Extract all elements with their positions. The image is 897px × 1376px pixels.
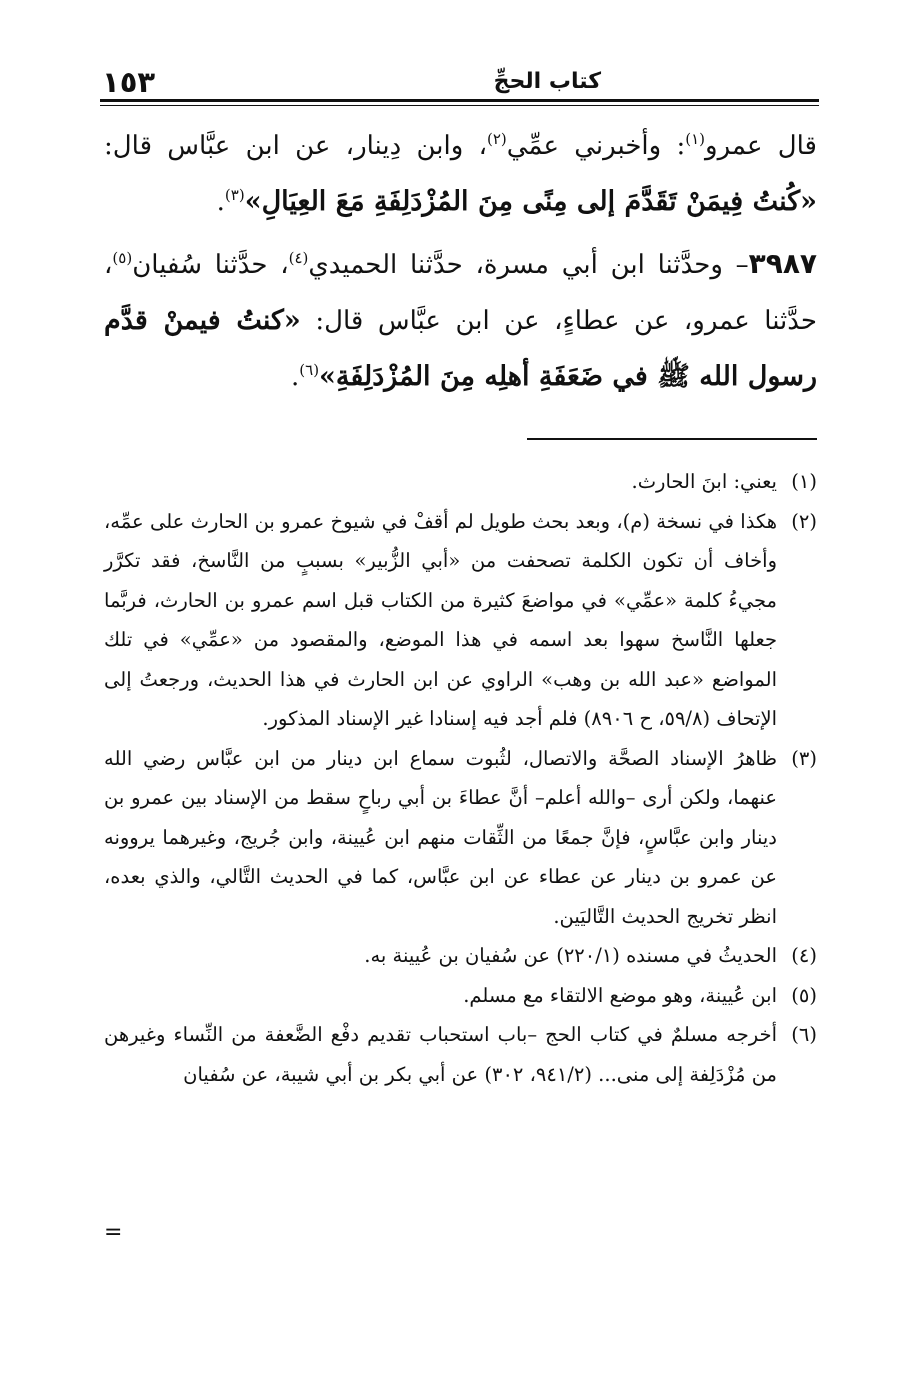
footnote-ref-6: (٦) (299, 361, 320, 379)
footnote-text: ظاهرُ الإسناد الصحَّة والاتصال، لثُبوت سماع ابن دينار من ابن عبَّاس رضي الله عنهما، ولكن أرى –والله أعلم– أنَّ عطاءَ بن أبي رباحٍ سقط من الإسناد بين عمرو بن دينار وابن عبَّاسٍ، فإنَّ جمعًا من الثِّقات منهم ابن عُيينة، وابن جُريج، وغيرهما يروونه عن عمرو بن دينار عن عطاء عن ابن عبَّاس، كما في الحديث التَّالي، والذي بعده، انظر تخريج الحديث التَّاليَين. (104, 746, 777, 928)
footnote-number: (٤) (791, 944, 817, 967)
hadith-number: ٣٩٨٧ (748, 247, 817, 280)
running-title: كتاب الحجِّ (493, 69, 601, 94)
paragraph-1 (104, 118, 817, 230)
footnote-4 (104, 936, 817, 976)
footnote-number: (٥) (791, 983, 817, 1007)
footnote-text: هكذا في نسخة (م)، وبعد بحث طويل لم أقفْ في شيوخ عمرو بن الحارث على عمِّه، وأخاف أن تكون الكلمة تصحفت من «أبي الزُّبير» بسببٍ من النَّاسخ، فقد تكرَّر مجيءُ كلمة «عمِّي» في مواضعَ كثيرة من الكتاب قبل اسم عمرو بن الحارث، فربَّما جعلها النَّاسخ سهوا بعد اسمه في هذا الموضع، والمقصود من «عمِّي» في تلك المواضع «عبد الله بن وهب» الراوي عن ابن الحارث في هذا الحديث، ورجعتُ إلى الإتحاف (٥٩/٨، ح ٨٩٠٦) فلم أجد فيه إسنادا غير الإسناد المذكور. (104, 509, 777, 730)
footnote-ref-3: (٣) (224, 186, 245, 204)
paragraph-2 (104, 236, 817, 405)
footnote-6 (104, 1015, 817, 1094)
text-run: – وحدَّثنا ابن أبي مسرة، حدَّثنا الحميدي (308, 250, 749, 280)
footnote-separator (527, 438, 817, 440)
footnote-ref-4: (٤) (288, 249, 309, 267)
footnotes (104, 462, 817, 1094)
hadith-quote: «كُنتُ فِيمَنْ تَقَدَّمَ إلى مِنًى مِنَ المُزْدَلِفَةِ مَعَ العِيَالِ» (244, 186, 817, 217)
footnote-number: (٦) (791, 1023, 817, 1046)
header-rule-thin (100, 105, 819, 106)
main-text (104, 118, 817, 405)
footnote-2 (104, 502, 817, 739)
footnote-text: ابن عُيينة، وهو موضع الالتقاء مع مسلم. (463, 983, 777, 1007)
page-header (102, 62, 817, 98)
footnote-ref-2: (٢) (486, 130, 507, 148)
text-run: ، حدَّثنا عمرو، عن عطاءٍ، عن ابن عبَّاس قال: (104, 250, 817, 336)
page-number: ١٥٣ (102, 65, 156, 99)
footnote-number: (٣) (791, 746, 817, 770)
text-run: : وأخبرني عمِّي (506, 131, 686, 161)
footnote-5 (104, 976, 817, 1016)
footnote-ref-5: (٥) (112, 249, 133, 267)
footnote-number: (١) (791, 470, 817, 493)
footnote-text: يعني: ابنَ الحارث. (631, 470, 777, 493)
text-run: ، وابن دِينار، عن ابن عبَّاس قال: (104, 131, 487, 161)
footnote-text: الحديثُ في مسنده (٢٢٠/١) عن سُفيان بن عُيينة به. (364, 944, 777, 967)
footnote-text: أخرجه مسلمٌ في كتاب الحج –باب استحباب تقديم دفْع الضَّعفة من النِّساء وغيرهن من مُزْدَلِفة إلى منى... (٩٤١/٢، ٣٠٢) عن أبي بكر بن أبي شيبة، عن سُفيان (104, 1023, 777, 1086)
continuation-mark: = (104, 1220, 123, 1245)
header-rule-thick (100, 99, 819, 102)
footnote-ref-1: (١) (685, 130, 706, 148)
text-run: ، حدَّثنا سُفيان (132, 250, 289, 280)
text-run: . (216, 187, 225, 217)
footnote-number: (٢) (791, 509, 817, 533)
footnote-1 (104, 462, 817, 502)
hadith-quote: «كنتُ فيمنْ قدَّم رسول الله ﷺ في ضَعَفَةِ أهلِه مِنَ المُزْدَلِفَةِ» (104, 305, 817, 392)
text-run: . (291, 362, 300, 392)
footnote-3 (104, 739, 817, 937)
text-run: قال عمرو (705, 131, 817, 161)
